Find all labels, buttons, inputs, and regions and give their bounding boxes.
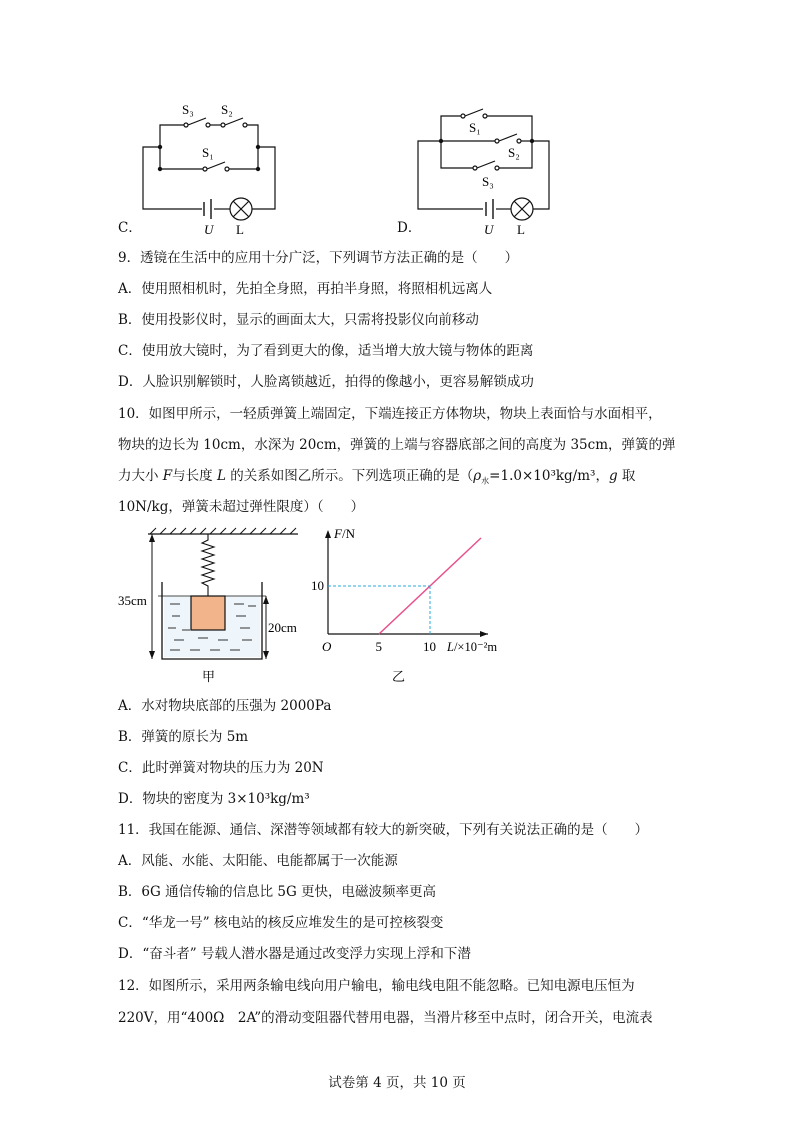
switch-s3-label: S₃ [482, 174, 494, 189]
lamp-label: L [517, 222, 525, 237]
x-axis-label: L/×10⁻²m [447, 640, 498, 654]
x-tick-label: 5 [375, 639, 382, 654]
figure-yi-caption: 乙 [392, 669, 406, 684]
voltage-label: U [484, 222, 494, 237]
lamp-label: L [236, 222, 244, 237]
question-9-stem: 9．透镜在生活中的应用十分广泛，下列调节方法正确的是（ ） [118, 250, 519, 266]
y-axis-label: F/N [334, 526, 355, 541]
circuit-diagram-c [118, 98, 288, 238]
force-length-chart [310, 522, 510, 687]
switch-s2-label: S₂ [221, 102, 233, 117]
question-12-line-2: 220V，用“400Ω 2A”的滑动变阻器代替用电器，当滑片移至中点时，闭合开关，电流表 [118, 1010, 653, 1026]
question-10-line-3: 力大小 F与长度 L 的关系如图乙所示。下列选项正确的是（$\rho_水=1.0\times 10^3kg/m^3$，g 取 [118, 468, 636, 486]
question-11-option-c: C．“华龙一号” 核电站的核反应堆发生的是可控核裂变 [118, 915, 444, 931]
question-10-line-4: 10N/kg，弹簧未超过弹性限度）（ ） [118, 499, 365, 515]
y-tick-label: 10 [311, 578, 324, 593]
question-11-option-a: A．风能、水能、太阳能、电能都属于一次能源 [118, 853, 398, 869]
circuit-diagram-d [400, 98, 570, 238]
switch-s3-label: S₃ [182, 102, 194, 117]
option-c-label: C． [118, 220, 142, 236]
x-tick-label: 10 [423, 639, 436, 654]
option-d-label: D． [397, 220, 422, 236]
question-10-option-c: C．此时弹簧对物块的压力为 20N [118, 760, 324, 776]
spring-container-figure [118, 526, 308, 686]
depth-20cm-label: 20cm [268, 620, 297, 635]
question-10-option-d: D．物块的密度为 3×10³kg/m³ [118, 791, 310, 807]
question-11-option-d: D．“奋斗者” 号载人潜水器是通过改变浮力实现上浮和下潜 [118, 946, 471, 962]
height-35cm-label: 35cm [118, 593, 147, 608]
question-10-option-b: B．弹簧的原长为 5m [118, 729, 249, 745]
question-12-line-1: 12．如图所示，采用两条输电线向用户输电，输电线电阻不能忽略。已知电源电压恒为 [118, 978, 635, 994]
question-10-option-a: A．水对物块底部的压强为 2000Pa [118, 698, 332, 714]
question-9-option-d: D．人脸识别解锁时，人脸离锁越近，拍得的像越小，更容易解锁成功 [118, 374, 534, 390]
question-10-line-1: 10．如图甲所示，一轻质弹簧上端固定，下端连接正方体物块，物块上表面恰与水面相平， [118, 406, 662, 422]
question-10-line-2: 物块的边长为 10cm，水深为 20cm，弹簧的上端与容器底部之间的高度为 35cm，弹簧的弹 [118, 437, 676, 453]
question-9-option-a: A．使用照相机时，先拍全身照，再拍半身照，将照相机远离人 [118, 281, 493, 297]
question-9-option-b: B．使用投影仪时，显示的画面太大，只需将投影仪向前移动 [118, 312, 479, 328]
switch-s1-label: S₁ [202, 145, 214, 160]
question-11-stem: 11．我国在能源、通信、深潜等领域都有较大的新突破，下列有关说法正确的是（ ） [118, 822, 649, 838]
voltage-label: U [204, 222, 214, 237]
page-footer: 试卷第 4 页，共 10 页 [328, 1075, 466, 1091]
question-11-option-b: B．6G 通信传输的信息比 5G 更快，电磁波频率更高 [118, 884, 437, 900]
question-9-option-c: C．使用放大镜时，为了看到更大的像，适当增大放大镜与物体的距离 [118, 343, 534, 359]
switch-s2-label: S₂ [508, 145, 520, 160]
origin-label: O [322, 639, 332, 654]
switch-s1-label: S₁ [469, 120, 481, 135]
figure-jia-caption: 甲 [202, 669, 216, 684]
